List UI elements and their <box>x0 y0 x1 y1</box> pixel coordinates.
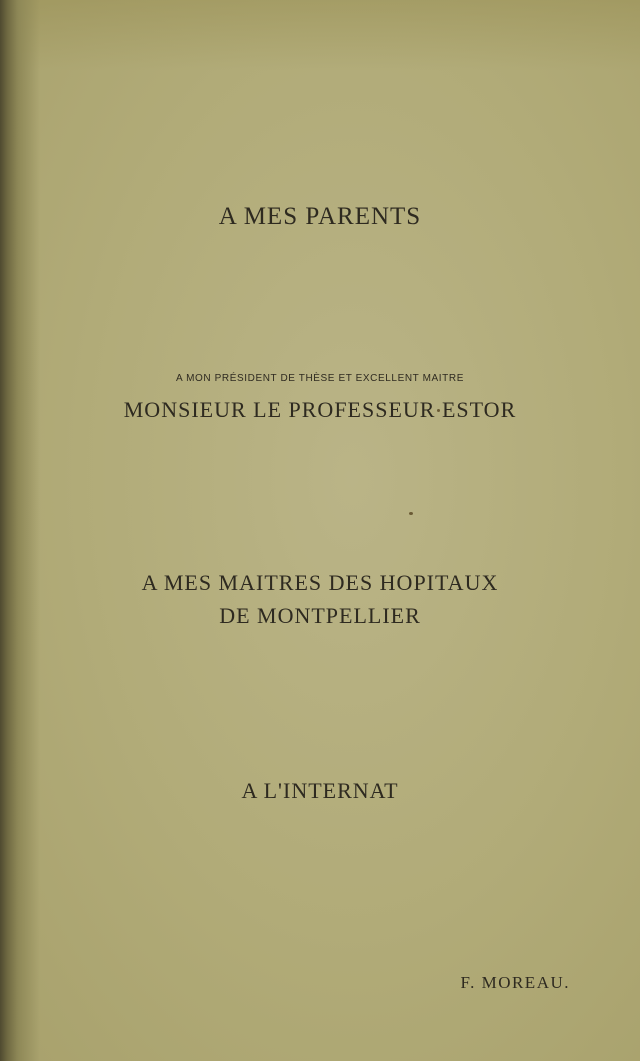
binding-shadow <box>0 0 40 1061</box>
dedication-masters-line-1: A MES MAITRES DES HOPITAUX <box>141 570 499 595</box>
page-top-shade <box>0 0 640 70</box>
dedication-president-line: A MON PRÉSIDENT DE THÈSE ET EXCELLENT MAITRE <box>176 373 464 384</box>
dedication-internat: A L'INTERNAT <box>241 778 399 803</box>
dedication-masters-line-2: DE MONTPELLIER <box>219 603 421 628</box>
paper-speck <box>409 512 413 515</box>
author-signature: F. MOREAU. <box>460 973 570 992</box>
dedication-parents: A MES PARENTS <box>218 203 422 230</box>
dedication-professor-line: MONSIEUR LE PROFESSEUR ESTOR <box>123 397 517 422</box>
